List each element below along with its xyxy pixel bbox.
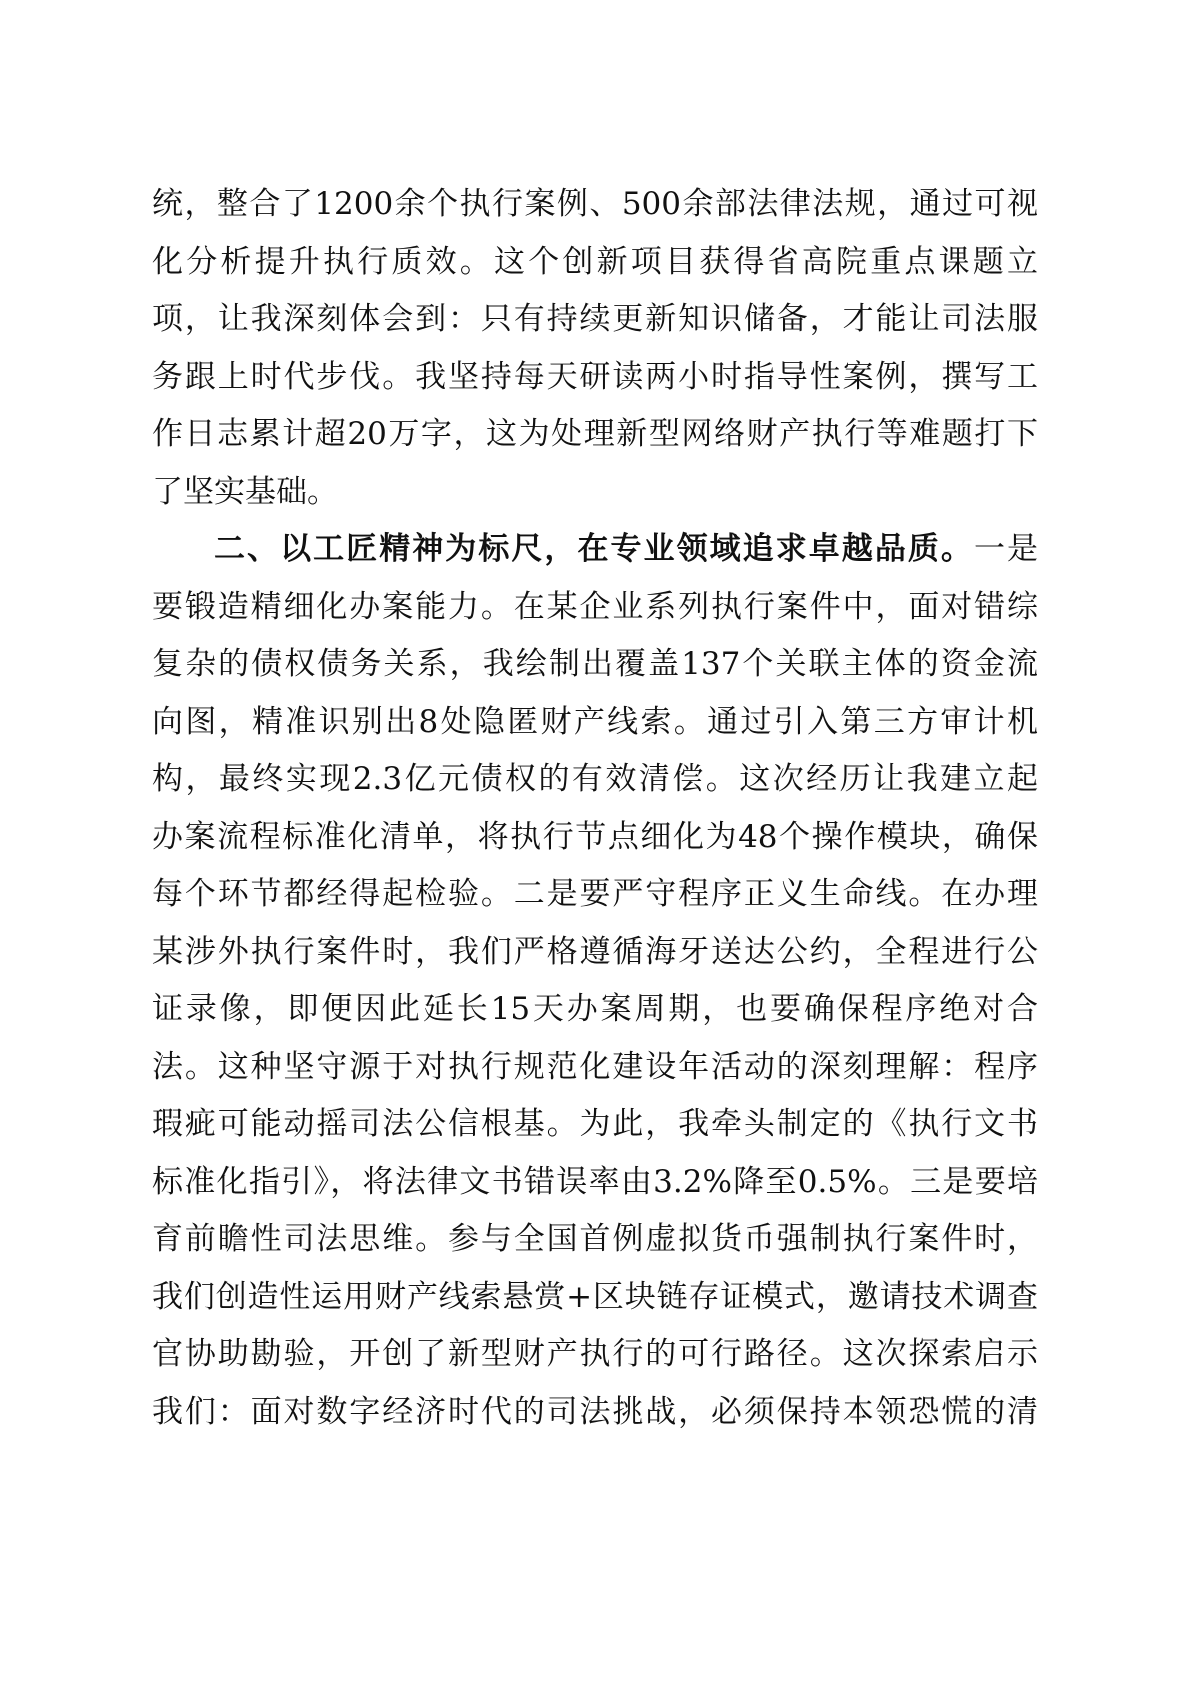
paragraph-1 [152, 176, 1038, 521]
text-line: 化分析提升执行质效。这个创新项目获得省高院重点课题立 [152, 243, 1038, 280]
paragraph-2 [152, 521, 1038, 1441]
text-line: 官协助勘验，开创了新型财产执行的可行路径。这次探索启示 [152, 1336, 1038, 1372]
text-line: 瑕疵可能动摇司法公信根基。为此，我牵头制定的《执行文书 [152, 1106, 1038, 1142]
text-line: 育前瞻性司法思维。参与全国首例虚拟货币强制执行案件时， [152, 1221, 1038, 1257]
text-line: 向图，精准识别出8处隐匿财产线索。通过引入第三方审计机 [152, 703, 1038, 740]
text-line: 每个环节都经得起检验。二是要严守程序正义生命线。在办理 [152, 876, 1038, 912]
text-line: 办案流程标准化清单，将执行节点细化为48个操作模块，确保 [152, 818, 1038, 855]
text-line: 我们创造性运用财产线索悬赏+区块链存证模式，邀请技术调查 [152, 1278, 1038, 1315]
text-line: 某涉外执行案件时，我们严格遵循海牙送达公约，全程进行公 [152, 933, 1038, 970]
text-line: 我们：面对数字经济时代的司法挑战，必须保持本领恐慌的清 [152, 1393, 1038, 1430]
text-line: 了坚实基础。 [152, 473, 338, 510]
text-line: 项，让我深刻体会到：只有持续更新知识储备，才能让司法服 [152, 301, 1038, 337]
text-line: 统，整合了1200余个执行案例、500余部法律法规，通过可视 [152, 186, 1038, 222]
section-heading: 二、以工匠精神为标尺，在专业领域追求卓越品质。 [214, 531, 974, 567]
text-line: 复杂的债权债务关系，我绘制出覆盖137个关联主体的资金流 [152, 646, 1038, 682]
text-line: 证录像，即便因此延长15天办案周期，也要确保程序绝对合 [152, 991, 1038, 1027]
document-page [152, 176, 1038, 1441]
text-line: 法。这种坚守源于对执行规范化建设年活动的深刻理解：程序 [152, 1048, 1038, 1085]
paragraph-first-line [152, 521, 1038, 579]
text-line: 作日志累计超20万字，这为处理新型网络财产执行等难题打下 [152, 416, 1038, 452]
text-line: 务跟上时代步伐。我坚持每天研读两小时指导性案例，撰写工 [152, 358, 1038, 395]
text-line: 标准化指引》，将法律文书错误率由3.2%降至0.5%。三是要培 [152, 1163, 1038, 1200]
heading-trailing-text: 一是 [973, 531, 1039, 567]
text-line: 要锻造精细化办案能力。在某企业系列执行案件中，面对错综 [152, 588, 1038, 625]
text-line: 构，最终实现2.3亿元债权的有效清偿。这次经历让我建立起 [152, 761, 1038, 797]
